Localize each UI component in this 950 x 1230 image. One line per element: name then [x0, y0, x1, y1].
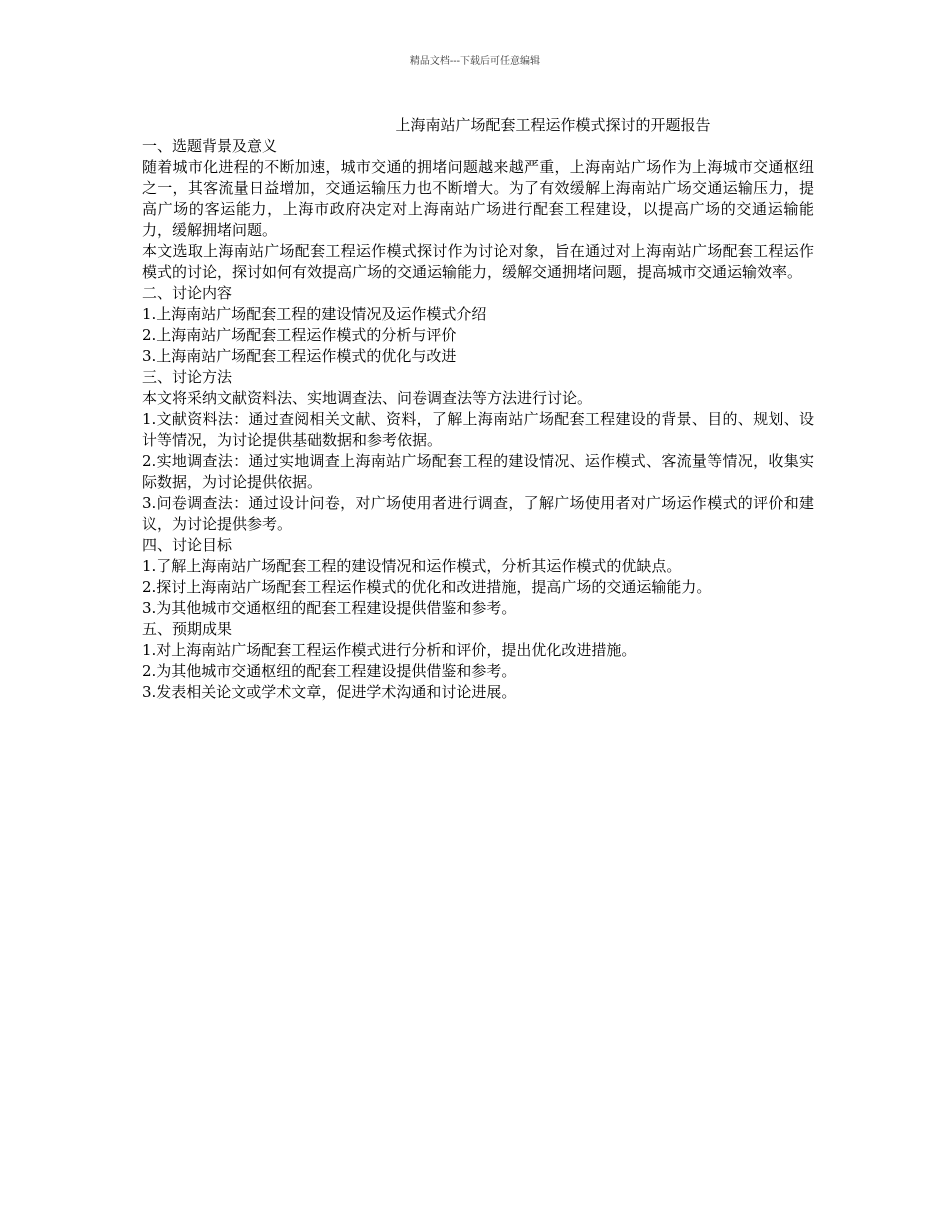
- list-item: 1.了解上海南站广场配套工程的建设情况和运作模式，分析其运作模式的优缺点。: [142, 557, 682, 575]
- page-header: 精品文档---下载后可任意编辑: [409, 56, 541, 67]
- document-title: 上海南站广场配套工程运作模式探讨的开题报告: [395, 116, 711, 134]
- section-heading-content: 二、讨论内容: [142, 284, 233, 302]
- list-item: 3.上海南站广场配套工程运作模式的优化与改进: [142, 347, 457, 365]
- paragraph: 本文选取上海南站广场配套工程运作模式探讨作为讨论对象，旨在通过对上海南站广场配套工程运作模式的讨论，探讨如何有效提高广场的交通运输能力，缓解交通拥堵问题，提高城市交通运输效率。: [142, 242, 814, 281]
- list-item: 2.探讨上海南站广场配套工程运作模式的优化和改进措施，提高广场的交通运输能力。: [142, 578, 712, 596]
- paragraph: 本文将采纳文献资料法、实地调查法、问卷调查法等方法进行讨论。: [142, 389, 593, 407]
- section-heading-background: 一、选题背景及意义: [142, 137, 278, 155]
- list-item: 2.实地调查法：通过实地调查上海南站广场配套工程的建设情况、运作模式、客流量等情况，收集实际数据，为讨论提供依据。: [142, 452, 814, 491]
- document-body: [142, 115, 814, 703]
- section-heading-methods: 三、讨论方法: [142, 368, 233, 386]
- list-item: 3.为其他城市交通枢纽的配套工程建设提供借鉴和参考。: [142, 599, 517, 617]
- list-item: 1.文献资料法：通过查阅相关文献、资料，了解上海南站广场配套工程建设的背景、目的、规划、设计等情况，为讨论提供基础数据和参考依据。: [142, 410, 814, 449]
- list-item: 2.上海南站广场配套工程运作模式的分析与评价: [142, 326, 457, 344]
- list-item: 1.上海南站广场配套工程的建设情况及运作模式介绍: [142, 305, 487, 323]
- list-item: 2.为其他城市交通枢纽的配套工程建设提供借鉴和参考。: [142, 662, 517, 680]
- list-item: 1.对上海南站广场配套工程运作模式进行分析和评价，提出优化改进措施。: [142, 641, 637, 659]
- list-item: 3.发表相关论文或学术文章，促进学术沟通和讨论进展。: [142, 683, 517, 701]
- paragraph: 随着城市化进程的不断加速，城市交通的拥堵问题越来越严重，上海南站广场作为上海城市交通枢纽之一，其客流量日益增加，交通运输压力也不断增大。为了有效缓解上海南站广场交通运输压力，提高广场的客运能力，上海市政府决定对上海南站广场进行配套工程建设，以提高广场的交通运输能力，缓解拥堵问题。: [142, 158, 814, 239]
- section-heading-goals: 四、讨论目标: [142, 536, 233, 554]
- section-heading-outcomes: 五、预期成果: [142, 620, 233, 638]
- list-item: 3.问卷调查法：通过设计问卷，对广场使用者进行调查，了解广场使用者对广场运作模式的评价和建议，为讨论提供参考。: [142, 494, 814, 533]
